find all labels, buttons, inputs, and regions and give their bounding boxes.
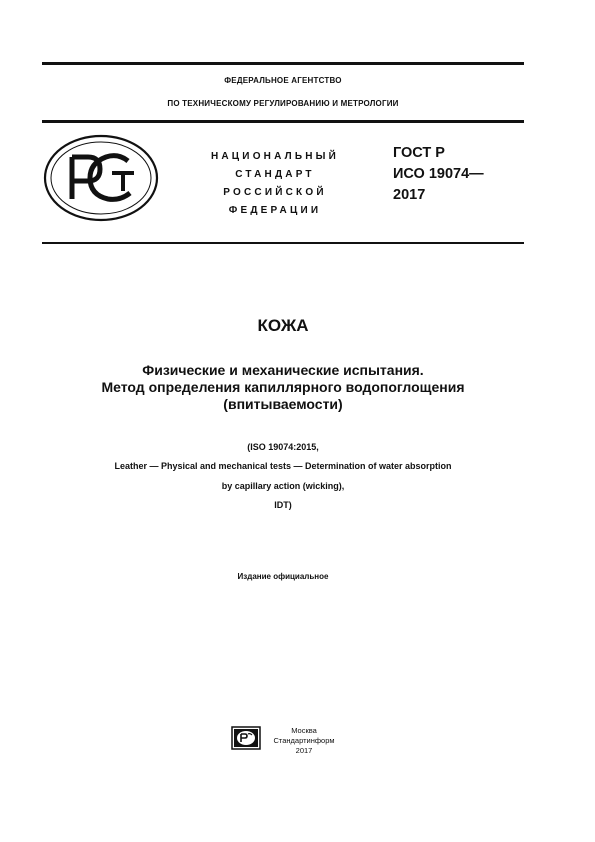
standard-type-line-2: СТАНДАРТ (235, 169, 315, 180)
iso-reference-line-2: Leather — Physical and mechanical tests — Determination of water absorption (114, 461, 452, 471)
designation-rule (42, 242, 524, 244)
publisher-city: Москва (291, 726, 317, 735)
publisher-name: Стандартинформ (273, 736, 335, 745)
header-rule (42, 120, 524, 123)
edition-label: Издание официальное (237, 572, 329, 581)
designation-line-3: 2017 (393, 187, 426, 203)
document-title: КОЖА (257, 316, 309, 335)
designation-line-1: ГОСТ Р (393, 145, 445, 161)
publisher-year: 2017 (295, 746, 313, 755)
subtitle-line-3: (впитываемости) (223, 396, 343, 412)
standard-type-line-3: РОССИЙСКОЙ (223, 187, 327, 198)
agency-line-2: ПО ТЕХНИЧЕСКОМУ РЕГУЛИРОВАНИЮ И МЕТРОЛОГИИ (167, 99, 399, 108)
subtitle-line-1: Физические и механические испытания. (142, 362, 424, 378)
iso-reference-line-1: (ISO 19074:2015, (247, 442, 319, 452)
standard-type-line-1: НАЦИОНАЛЬНЫЙ (210, 151, 340, 162)
iso-reference-line-3: by capillary action (wicking), (221, 481, 345, 491)
subtitle-line-2: Метод определения капиллярного водопоглощения (101, 379, 465, 395)
standard-type-line-4: ФЕДЕРАЦИИ (228, 205, 322, 216)
rst-gost-emblem-icon (42, 133, 160, 223)
iso-reference-line-4: IDT) (274, 500, 292, 510)
top-rule (42, 62, 524, 65)
agency-line-1: ФЕДЕРАЛЬНОЕ АГЕНТСТВО (224, 76, 342, 85)
standartinform-logo-icon (231, 726, 261, 750)
designation-line-2: ИСО 19074— (393, 166, 484, 182)
